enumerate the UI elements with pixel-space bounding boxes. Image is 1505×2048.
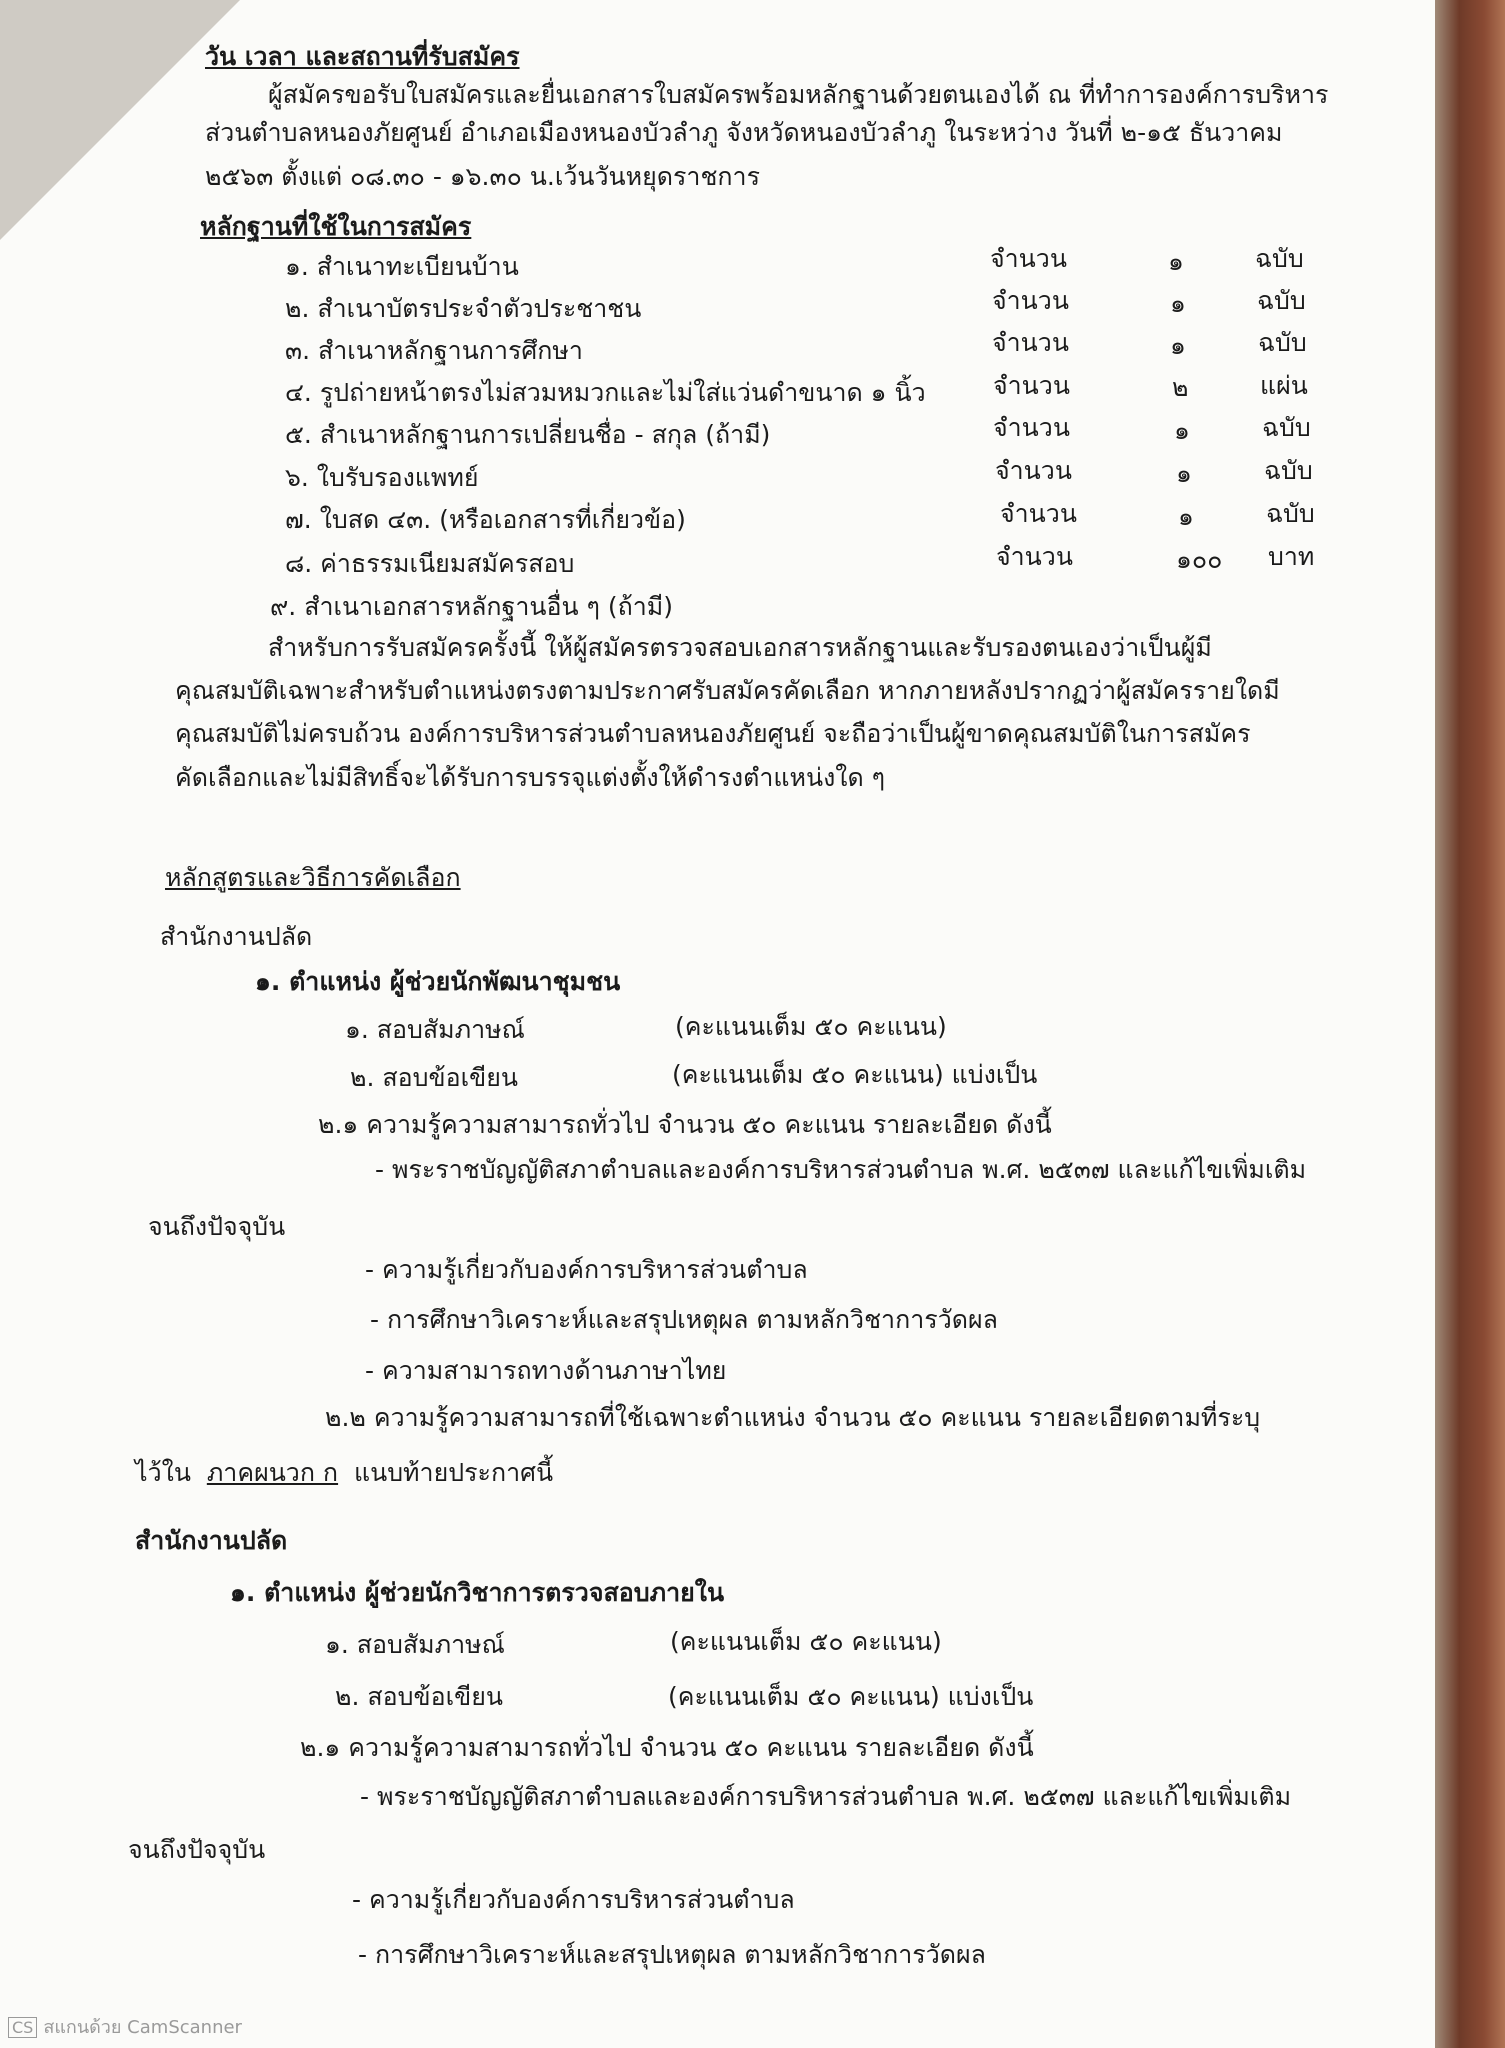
appendix-prefix: ไว้ใน xyxy=(135,1458,191,1487)
doc-item-word: จำนวน xyxy=(995,456,1072,485)
camscanner-watermark xyxy=(8,2012,242,2041)
doc-item-qty: ๑๐๐ xyxy=(1176,545,1223,574)
syllabus-item: - ความรู้เกี่ยวกับองค์การบริหารส่วนตำบล xyxy=(365,1255,808,1284)
exam-score: (คะแนนเต็ม ๕๐ คะแนน) แบ่งเป็น xyxy=(672,1060,1038,1089)
documents-heading: หลักฐานที่ใช้ในการสมัคร xyxy=(200,212,472,241)
syllabus-item: - พระราชบัญญัติสภาตำบลและองค์การบริหารส่วนตำบล พ.ศ. ๒๕๓๗ และแก้ไขเพิ่มเติม xyxy=(375,1155,1307,1184)
syllabus-item: - ความสามารถทางด้านภาษาไทย xyxy=(365,1356,727,1385)
doc-item-label: ๖. ใบรับรองแพทย์ xyxy=(285,463,479,492)
folded-corner xyxy=(0,0,240,240)
exam-subsection: ๒.๑ ความรู้ความสามารถทั่วไป จำนวน ๕๐ คะแนน รายละเอียด ดังนี้ xyxy=(318,1110,1052,1139)
exam-score: (คะแนนเต็ม ๕๐ คะแนน) แบ่งเป็น xyxy=(668,1682,1034,1711)
watermark-text: สแกนด้วย CamScanner xyxy=(43,2017,242,2038)
doc-item-unit: ฉบับ xyxy=(1262,413,1311,442)
paragraph-line: ผู้สมัครขอรับใบสมัครและยื่นเอกสารใบสมัครพร้อมหลักฐานด้วยตนเองได้ ณ ที่ทำการองค์การบริหาร xyxy=(268,80,1329,109)
exam-item: ๑. สอบสัมภาษณ์ xyxy=(325,1630,505,1659)
camscanner-logo-icon: CS xyxy=(8,2017,37,2038)
doc-item-word: จำนวน xyxy=(993,371,1070,400)
paragraph-line: สำหรับการรับสมัครครั้งนี้ ให้ผู้สมัครตรวจสอบเอกสารหลักฐานและรับรองตนเองว่าเป็นผู้มี xyxy=(268,633,1212,662)
table-edge xyxy=(1435,0,1505,2048)
doc-item-label: ๓. สำเนาหลักฐานการศึกษา xyxy=(285,336,583,365)
doc-item-label: ๙. สำเนาเอกสารหลักฐานอื่น ๆ (ถ้ามี) xyxy=(270,592,674,621)
doc-item-label: ๘. ค่าธรรมเนียมสมัครสอบ xyxy=(285,549,575,578)
doc-item-qty: ๑ xyxy=(1178,502,1194,531)
paragraph-line: คุณสมบัติเฉพาะสำหรับตำแหน่งตรงตามประกาศรับสมัครคัดเลือก หากภายหลังปรากฏว่าผู้สมัครรายใดมี xyxy=(175,676,1280,705)
doc-item-word: จำนวน xyxy=(996,542,1073,571)
syllabus-continuation: จนถึงปัจจุบัน xyxy=(148,1212,286,1241)
selection-heading: หลักสูตรและวิธีการคัดเลือก xyxy=(165,863,461,892)
position-title: ๑. ตำแหน่ง ผู้ช่วยนักพัฒนาชุมชน xyxy=(255,967,621,996)
syllabus-continuation: จนถึงปัจจุบัน xyxy=(128,1835,266,1864)
doc-item-label: ๕. สำเนาหลักฐานการเปลี่ยนชื่อ - สกุล (ถ้ามี) xyxy=(285,420,771,449)
paragraph-line: คุณสมบัติไม่ครบถ้วน องค์การบริหารส่วนตำบลหนองภัยศูนย์ จะถือว่าเป็นผู้ขาดคุณสมบัติในการสมัคร xyxy=(175,719,1251,748)
paragraph-line: คัดเลือกและไม่มีสิทธิ์จะได้รับการบรรจุแต่งตั้งให้ดำรงตำแหน่งใด ๆ xyxy=(175,763,886,792)
syllabus-item: - การศึกษาวิเคราะห์และสรุปเหตุผล ตามหลักวิชาการวัดผล xyxy=(370,1305,998,1334)
paragraph-line: ๒๕๖๓ ตั้งแต่ ๐๘.๓๐ - ๑๖.๓๐ น.เว้นวันหยุดราชการ xyxy=(205,162,761,191)
doc-item-unit: ฉบับ xyxy=(1258,328,1307,357)
exam-score: (คะแนนเต็ม ๕๐ คะแนน) xyxy=(670,1627,942,1656)
doc-item-unit: บาท xyxy=(1268,542,1315,571)
exam-score: (คะแนนเต็ม ๕๐ คะแนน) xyxy=(675,1012,947,1041)
doc-item-qty: ๑ xyxy=(1168,247,1184,276)
doc-item-unit: ฉบับ xyxy=(1255,244,1304,273)
position-title: ๑. ตำแหน่ง ผู้ช่วยนักวิชาการตรวจสอบภายใน xyxy=(230,1578,725,1607)
syllabus-item: - การศึกษาวิเคราะห์และสรุปเหตุผล ตามหลักวิชาการวัดผล xyxy=(358,1940,986,1969)
doc-item-qty: ๑ xyxy=(1170,331,1186,360)
appendix-reference xyxy=(135,1458,553,1488)
doc-item-word: จำนวน xyxy=(992,286,1069,315)
exam-subsection: ๒.๒ ความรู้ความสามารถที่ใช้เฉพาะตำแหน่ง จำนวน ๕๐ คะแนน รายละเอียดตามที่ระบุ xyxy=(325,1403,1261,1432)
exam-item: ๑. สอบสัมภาษณ์ xyxy=(345,1015,525,1044)
doc-item-label: ๒. สำเนาบัตรประจำตัวประชาชน xyxy=(285,294,642,323)
doc-item-label: ๗. ใบสด ๔๓. (หรือเอกสารที่เกี่ยวข้อ) xyxy=(285,505,686,534)
syllabus-item: - พระราชบัญญัติสภาตำบลและองค์การบริหารส่วนตำบล พ.ศ. ๒๕๓๗ และแก้ไขเพิ่มเติม xyxy=(360,1782,1292,1811)
syllabus-item: - ความรู้เกี่ยวกับองค์การบริหารส่วนตำบล xyxy=(352,1885,795,1914)
doc-item-unit: แผ่น xyxy=(1260,371,1308,400)
exam-item: ๒. สอบข้อเขียน xyxy=(335,1682,503,1711)
paragraph-line: ส่วนตำบลหนองภัยศูนย์ อำเภอเมืองหนองบัวลำภู จังหวัดหนองบัวลำภู ในระหว่าง วันที่ ๒-๑๕ ธันวาคม xyxy=(205,118,1283,147)
doc-item-unit: ฉบับ xyxy=(1264,456,1313,485)
doc-item-qty: ๒ xyxy=(1172,373,1189,402)
doc-item-qty: ๑ xyxy=(1174,416,1190,445)
doc-item-label: ๑. สำเนาทะเบียนบ้าน xyxy=(285,252,519,281)
doc-item-unit: ฉบับ xyxy=(1257,286,1306,315)
office-name: สำนักงานปลัด xyxy=(160,922,313,951)
doc-item-word: จำนวน xyxy=(1000,499,1077,528)
application-time-heading: วัน เวลา และสถานที่รับสมัคร xyxy=(205,42,520,71)
doc-item-word: จำนวน xyxy=(992,328,1069,357)
exam-subsection: ๒.๑ ความรู้ความสามารถทั่วไป จำนวน ๕๐ คะแนน รายละเอียด ดังนี้ xyxy=(300,1733,1034,1762)
appendix-suffix: แนบท้ายประกาศนี้ xyxy=(353,1458,554,1487)
doc-item-word: จำนวน xyxy=(990,244,1067,273)
doc-item-unit: ฉบับ xyxy=(1266,499,1315,528)
office-name: สำนักงานปลัด xyxy=(135,1526,288,1555)
appendix-link[interactable]: ภาคผนวก ก xyxy=(206,1458,339,1487)
doc-item-qty: ๑ xyxy=(1176,459,1192,488)
doc-item-word: จำนวน xyxy=(993,413,1070,442)
doc-item-qty: ๑ xyxy=(1170,289,1186,318)
doc-item-label: ๔. รูปถ่ายหน้าตรงไม่สวมหมวกและไม่ใส่แว่นดำขนาด ๑ นิ้ว xyxy=(285,378,926,407)
exam-item: ๒. สอบข้อเขียน xyxy=(350,1063,518,1092)
